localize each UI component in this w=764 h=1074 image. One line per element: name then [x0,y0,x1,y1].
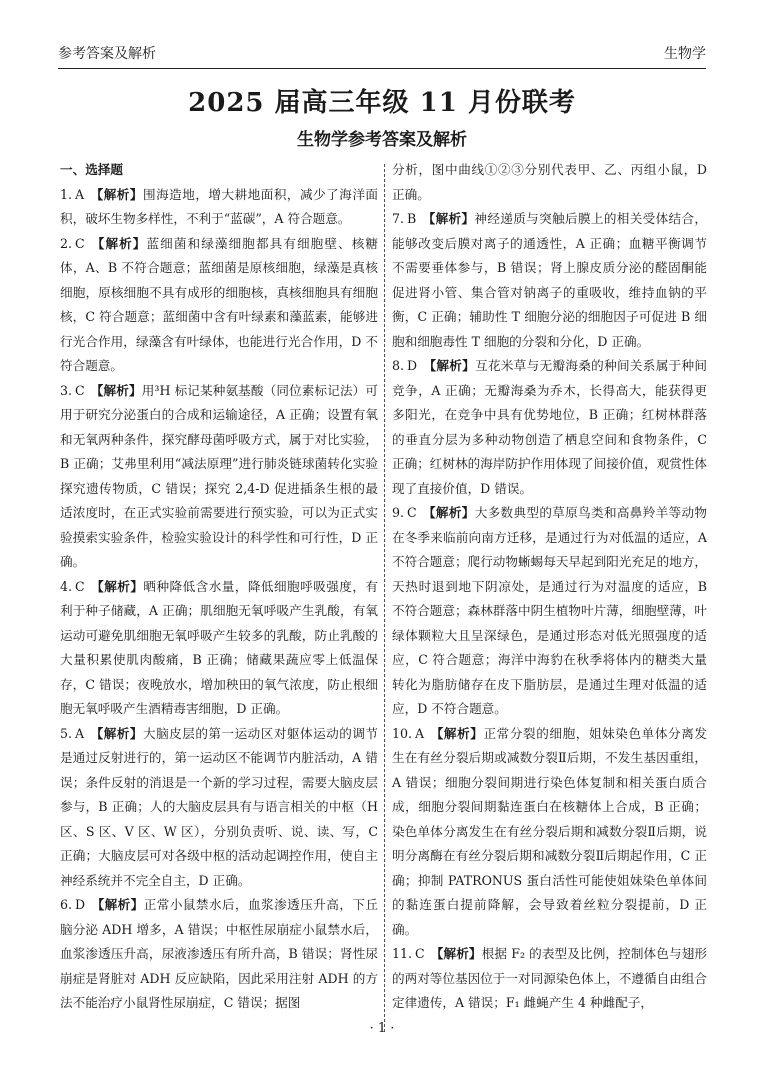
section-heading: 一、选择题 [60,162,123,177]
question-item [392,501,707,722]
analysis-tag: 【解析】 [430,725,484,741]
continued-text: 分析，图中曲线①②③分别代表甲、乙、丙组小鼠，D 正确。 [392,162,707,202]
analysis-tag: 【解析】 [90,725,143,741]
analysis-text: 正常分裂的细胞，姐妹染色单体分离发生在有丝分裂后期或减数分裂Ⅱ后期，不发生基因重组，A 错误；细胞分裂间期进行染色体复制和相关蛋白质合成，细胞分裂间期黏连蛋白在核糖体上合成，B 正确；染色单体分离发生在有丝分裂后期和减数分裂Ⅱ后期，说明分离酶在有丝分裂后期和减数分裂Ⅱ后期起作用，C 正确；抑制 PATRONUS 蛋白活性可能使姐妹染色单体间的黏连蛋白提前降解，会导致着丝粒分裂提前，D 正确。 [392,725,708,937]
answer-letter: A [415,725,425,741]
answer-letter: A [75,186,85,202]
analysis-text: 蓝细菌和绿藻细胞都具有细胞壁、核糖体，A、B 不符合题意；蓝细菌是原核细胞，绿藻是真核细胞，原核细胞不具有成形的细胞核，真核细胞具有细胞核，C 符合题意；蓝细菌中含有叶绿素和藻蓝素，能够进行光合作用，绿藻含有叶绿体，也能进行光合作用，D 不符合题意。 [60,235,379,373]
analysis-text: 正常小鼠禁水后，血浆渗透压升高，下丘脑分泌 ADH 增多，A 错误；中枢性尿崩症小鼠禁水后，血浆渗透压升高，尿液渗透压有所升高，B 错误；肾性尿崩症是肾脏对 ADH 反应缺陷，因此采用注射 ADH 的方法不能治疗小鼠肾性尿崩症，C 错误；据图 [60,897,379,1010]
right-column [392,158,707,1016]
answer-letter: C [415,946,425,961]
answer-letter: A [75,725,85,741]
analysis-tag: 【解析】 [423,358,476,373]
analysis-tag: 【解析】 [430,946,482,961]
question-number: 6. [60,897,73,912]
question-item [392,354,707,501]
question-number: 9. [392,505,405,520]
analysis-tag: 【解析】 [90,186,143,202]
analysis-text: 用³H 标记某种氨基酸（同位素标记法）可用于研究分泌蛋白的合成和运输途径，A 正确；设置有氧和无氧两种条件，探究酵母菌呼吸方式，属于对比实验，B 正确；艾弗里利用“减法原理”进行肺炎链球菌转化实验探究遗传物质，C 错误；探究 2,4-D 促进插条生根的最适浓度时，在正式实验前需要进行预实验，可以为正式实验摸索实验条件，检验实验设计的科学性和可行性，D 正确。 [60,382,378,569]
answer-letter: D [407,358,418,373]
answer-letter: C [75,382,85,398]
analysis-text: 大多数典型的草原鸟类和高鼻羚羊等动物在冬季来临前向南方迁移，是通过行为对低温的适应，A 不符合题意；爬行动物蜥蜴每天早起到阳光充足的地方，天热时退到地下阴凉处，是通过行为对温度的适应，B 不符合题意；森林群落中阴生植物叶片薄，细胞壁薄，叶绿体颗粒大且呈深绿色，是通过形态对低光照强度的适应，C 符合题意；海洋中海豹在秋季将体内的糖类大量转化为脂肪储存在皮下脂肪层，是通过生理对低温的适应，D 不符合题意。 [392,505,708,716]
question-number: 11. [392,946,413,961]
question-item [392,942,707,1016]
analysis-tag: 【解析】 [90,578,144,594]
analysis-text: 围海造地，增大耕地面积，减少了海洋面积，破坏生物多样性，不利于“蓝碳”，A 符合题意。 [60,186,379,226]
question-item [392,207,707,354]
question-item [392,722,707,943]
column-divider [384,164,385,1032]
analysis-tag: 【解析】 [90,235,147,251]
page-subtitle: 生物学参考答案及解析 [297,130,467,150]
answer-letter: C [75,578,85,594]
page-number: · 1 · [369,1021,395,1036]
question-number: 8. [392,358,405,373]
question-item [60,893,378,1016]
analysis-text: 晒种降低含水量，降低细胞呼吸强度，有利于种子储藏，A 正确；肌细胞无氧呼吸产生乳酸，有氧运动可避免肌细胞无氧呼吸产生较多的乳酸，防止乳酸的大量积累使肌肉酸痛，B 正确；储藏果蔬应零上低温保存，C 错误；夜晚放水，增加秧田的氧气浓度，防止根细胞无氧呼吸产生酒精毒害细胞，D 正确。 [60,578,379,716]
question-number: 1. [60,186,73,202]
question-item [60,232,378,379]
header-subject: 生物学 [664,46,706,62]
answer-letter: D [75,897,86,912]
question-number: 7. [392,211,405,226]
question-number: 10. [392,725,413,741]
left-column [60,158,378,1016]
question-number: 5. [60,725,73,741]
header-rule [58,68,706,69]
answer-letter: C [407,505,417,520]
page-title: 2025 届高三年级 11 月份联考 [188,88,576,118]
question-number: 2. [60,235,73,251]
right-question-list [392,207,707,1016]
analysis-text: 互花米草与无瓣海桑的种间关系属于种间竞争，A 正确；无瓣海桑为乔木，长得高大，能获得更多阳光，在竞争中具有优势地位，B 正确；红树林群落的垂直分层为多种动物创造了栖息空间和食物条件，C 正确；红树林的海岸防护作用体现了间接价值，观赏性体现了直接价值，D 错误。 [392,358,708,496]
question-item [60,575,378,722]
question-number: 4. [60,578,73,594]
question-item [60,183,378,232]
left-question-list [60,183,378,1016]
question-item [60,379,378,575]
question-number: 3. [60,382,73,398]
analysis-text: 大脑皮层的第一运动区对躯体运动的调节是通过反射进行的，第一运动区不能调节内脏活动，A 错误；条件反射的消退是一个新的学习过程，需要大脑皮层参与，B 正确；人的大脑皮层具有与语言相关的中枢（H 区、S 区、V 区、W 区），分别负责听、说、读、写，C 正确；大脑皮层可对各级中枢的活动起调控作用，使自主神经系统并不完全自主，D 正确。 [60,725,379,888]
header-left: 参考答案及解析 [58,46,156,62]
analysis-text: 根据 F₂ 的表型及比例，控制体色与翅形的两对等位基因位于一对同源染色体上，不遵循自由组合定律遗传，A 错误；F₁ 雌蝇产生 4 种雌配子， [392,946,708,1010]
answer-letter: B [407,211,417,226]
analysis-tag: 【解析】 [422,211,475,226]
analysis-tag: 【解析】 [91,897,144,912]
answer-letter: C [75,235,85,251]
question-item [60,722,378,894]
analysis-text: 神经递质与突触后膜上的相关受体结合，能够改变后膜对离子的通透性，A 正确；血糖平衡调节不需要垂体参与，B 错误；肾上腺皮质分泌的醛固酮能促进肾小管、集合管对钠离子的重吸收，维持血钠的平衡，C 正确；辅助性 T 细胞分泌的细胞因子可促进 B 细胞和细胞毒性 T 细胞的分裂和分化，D 正确。 [392,211,708,349]
analysis-tag: 【解析】 [90,382,142,398]
analysis-tag: 【解析】 [422,505,475,520]
